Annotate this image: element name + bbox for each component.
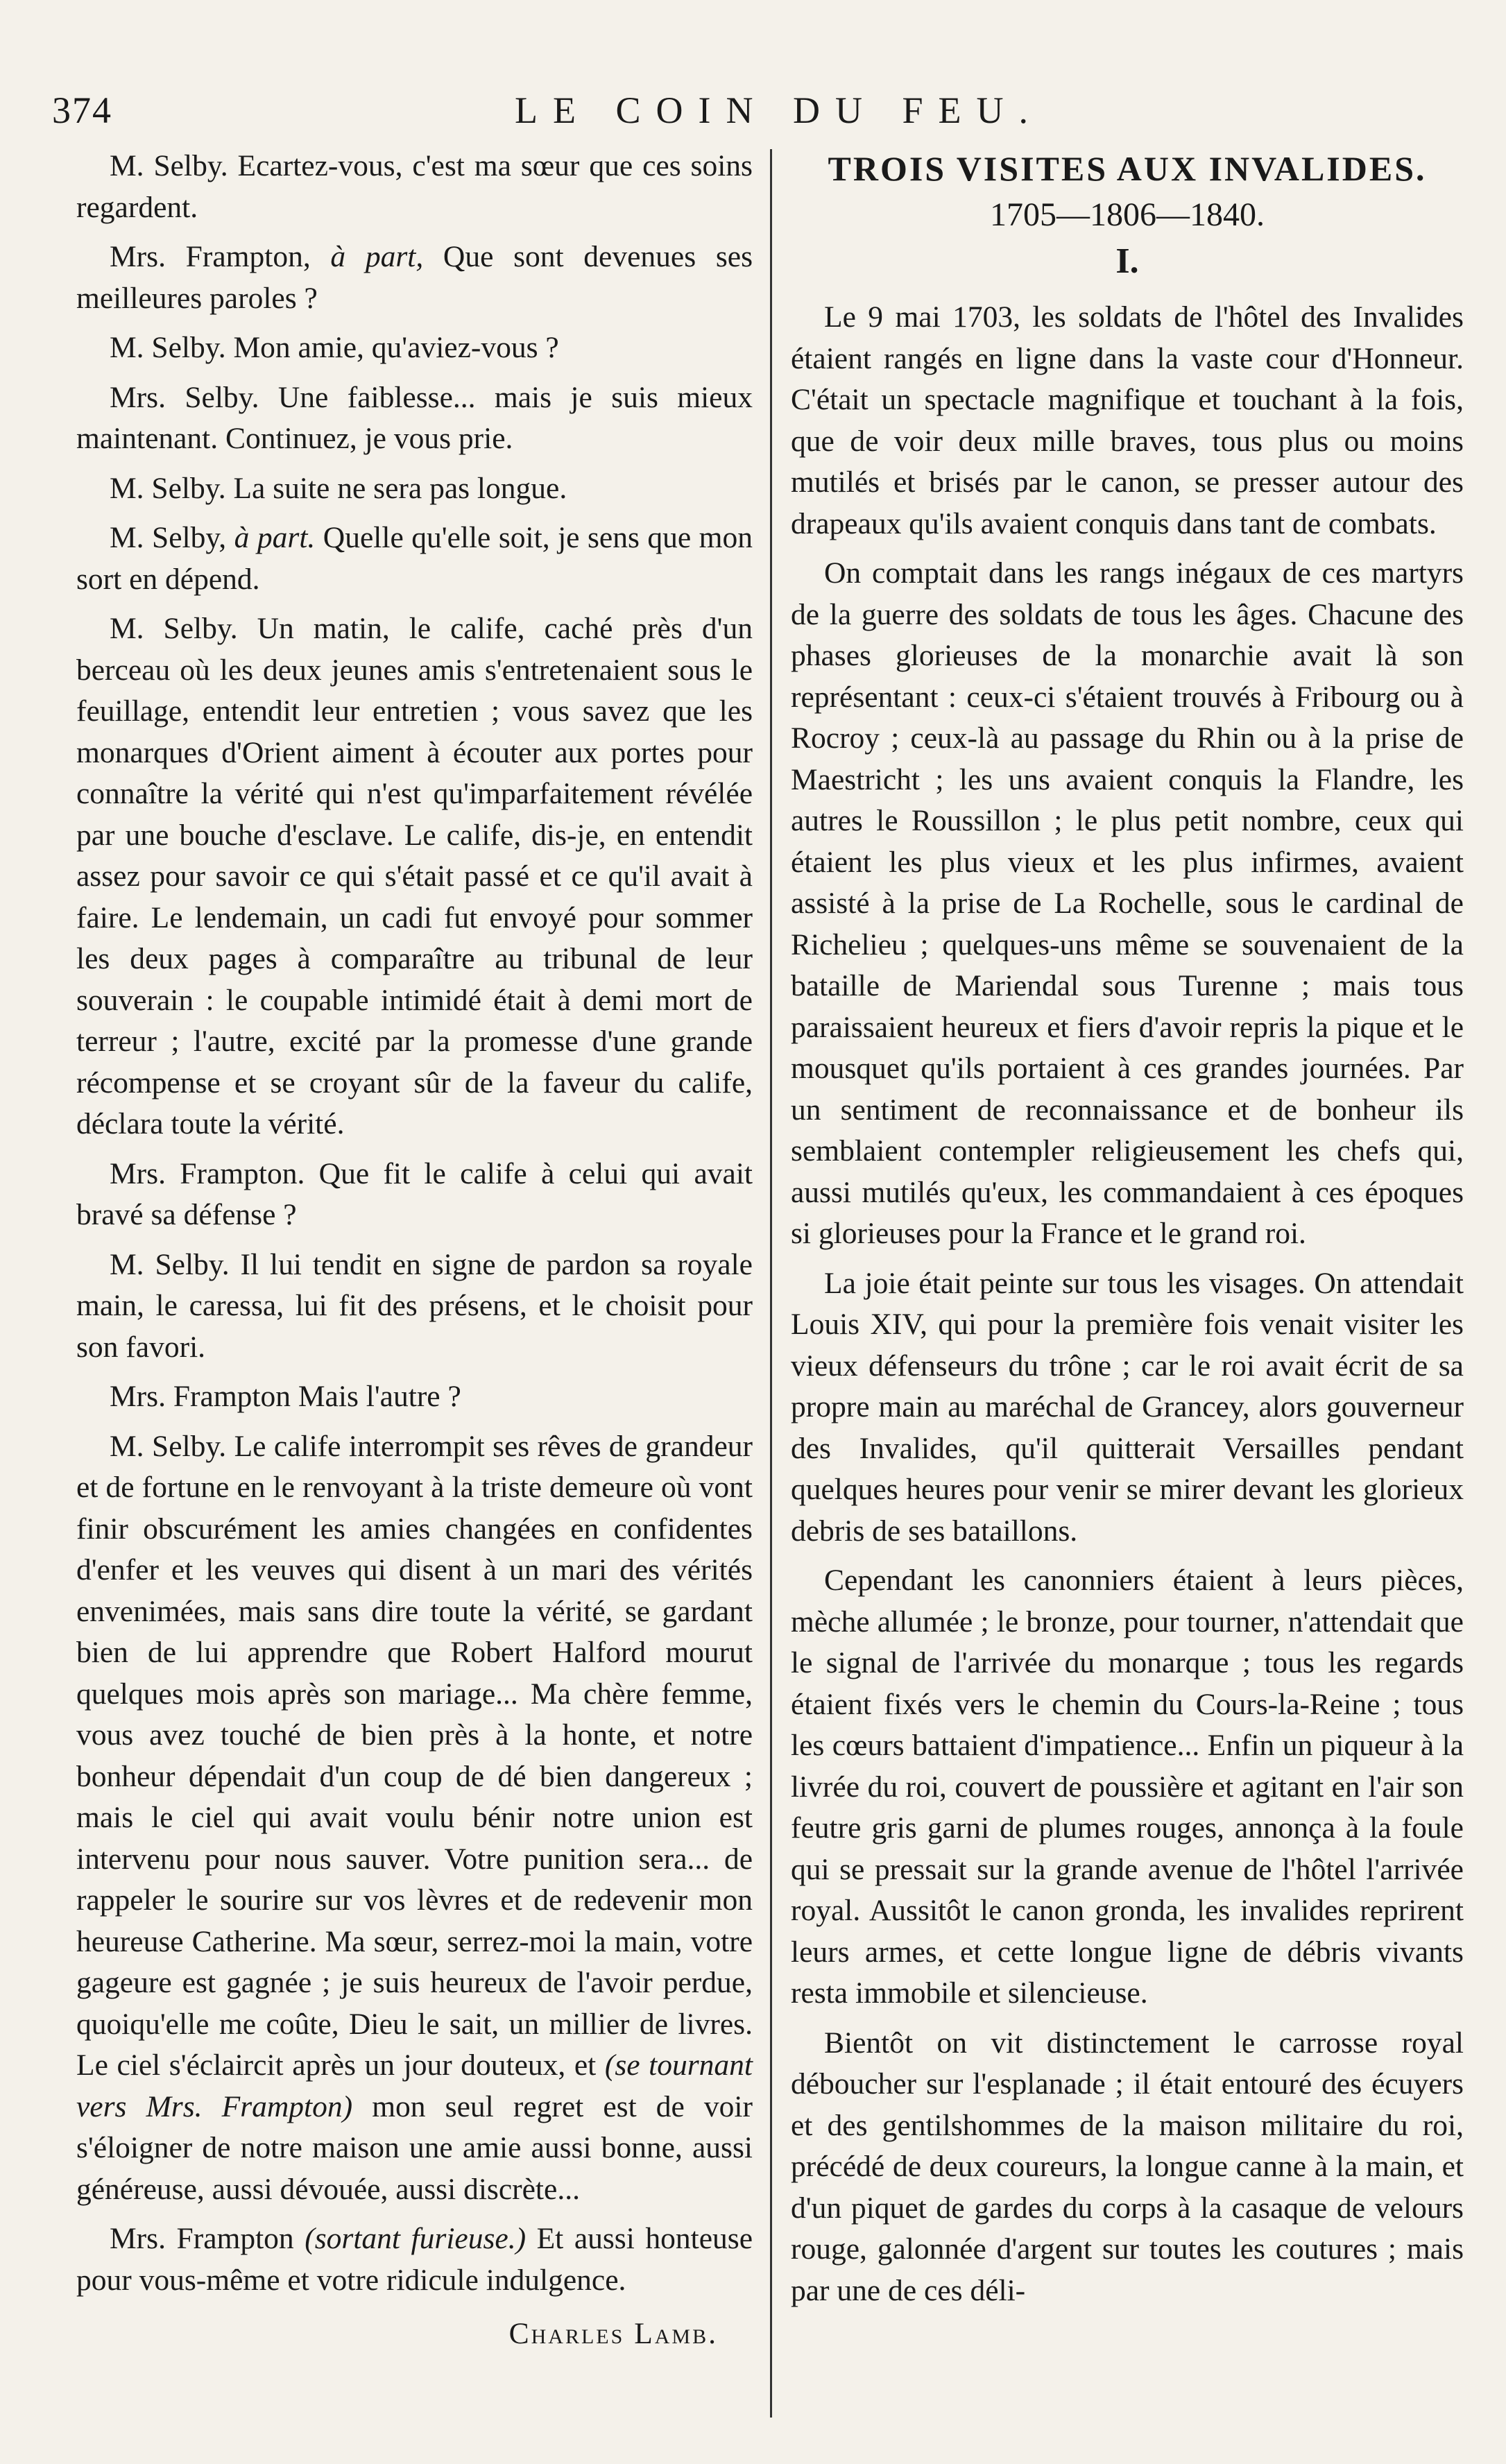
speaker-name: M. Selby. <box>110 1429 227 1463</box>
dialogue-text: Un matin, le calife, caché près d'un berceau où les deux jeunes amis s'entretenaient sous le feuillage, entendit leur entretien ; vous savez que les monarques d'Orient aiment à écouter aux portes pour connaître la vérité qui n'est qu'imparfaitement révélée par une bouche d'esclave. Le calife, dis-je, en entendit assez pour savoir ce qui s'était passé et ce qu'il avait à faire. Le lendemain, un cadi fut envoyé pour sommer les deux pages à comparaître au tribunal de leur souverain : le coupable intimidé était à demi mort de terreur ; l'autre, excité par la promesse d'une grande récompense et se croyant sûr de la faveur du calife, déclara toute la vérité. <box>76 612 753 1140</box>
dialogue-paragraph <box>76 146 753 228</box>
article-title: TROIS VISITES AUX INVALIDES. <box>828 149 1427 188</box>
speaker-name: M. Selby. <box>110 331 226 364</box>
speaker-name: M. Selby, <box>110 521 227 554</box>
dialogue-text: La suite ne sera pas longue. <box>225 471 567 505</box>
dialogue-text: Une faiblesse... mais je suis mieux maintenant. Continuez, je vous prie. <box>76 380 753 455</box>
dialogue-paragraph <box>76 2218 753 2301</box>
dialogue-text: Que fit le calife à celui qui avait bravé sa défense ? <box>76 1156 753 1231</box>
stage-direction: (se tournant vers Mrs. Frampton) <box>76 2048 753 2123</box>
dialogue-paragraph <box>76 1244 753 1369</box>
article-paragraph: Le 9 mai 1703, les soldats de l'hôtel des Invalides étaient rangés en ligne dans la vaste cour d'Honneur. C'était un spectacle magnifique et touchant à la fois, que de voir deux mille braves, tous plus ou moins mutilés et brisés par le canon, se presser autour des drapeaux qu'ils avaient conquis dans tant de combats. <box>791 300 1464 540</box>
dialogue-paragraph <box>76 1426 753 2211</box>
article-dates: 1705—1806—1840. <box>990 196 1265 233</box>
stage-direction: à part. <box>226 521 316 554</box>
speaker-name: M. Selby. <box>110 471 226 505</box>
dialogue-paragraph <box>76 468 753 510</box>
dialogue-paragraph <box>76 1376 753 1418</box>
right-column <box>791 146 1464 2320</box>
speaker-name: Mrs. Selby. <box>110 380 259 414</box>
dialogue-text: Et aussi honteuse pour vous-même et votre ridicule indulgence. <box>76 2222 753 2297</box>
stage-direction: à part, <box>310 240 424 273</box>
section-number: I. <box>1115 241 1139 281</box>
dialogue-paragraph <box>76 517 753 600</box>
running-head <box>52 82 1464 144</box>
dialogue-paragraph <box>76 237 753 319</box>
speaker-name: Mrs. Frampton <box>110 2222 294 2255</box>
dialogue-text: Mais l'autre ? <box>291 1380 461 1413</box>
dialogue-text: Mon amie, qu'aviez-vous ? <box>225 331 559 364</box>
article-paragraph: La joie était peinte sur tous les visages. On attendait Louis XIV, qui pour la première fois venait visiter les vieux défenseurs du trône ; car le roi avait écrit de sa propre main au maréchal de Grancey, alors gouverneur des Invalides, qu'il quitterait Versailles pendant quelques heures pour venir se mirer devant les glorieux debris de ses bataillons. <box>791 1266 1464 1548</box>
speaker-name: M. Selby. <box>110 1247 230 1281</box>
dialogue-text: Le calife interrompit ses rêves de grandeur et de fortune en le renvoyant à la triste demeure où vont finir obscurément les amies changées en confidentes d'enfer et les veuves qui disent à un mari des vérités envenimées, mais sans dire toute la vérité, se gardant bien de lui apprendre que Robert Halford mourut quelques mois après son mariage... Ma chère femme, vous avez touché de bien près à la honte, et notre bonheur dépendait d'un coup de dé bien dangereux ; mais le ciel qui avait voulu bénir notre union est intervenu pour nous sauver. Votre punition sera... de rappeler le sourire sur vos lèvres et de redevenir mon heureuse Catherine. Ma sœur, serrez-moi la main, votre gageure est gagnée ; je suis heureux de l'avoir perdue, quoiqu'elle me coûte, Dieu le sait, un millier de livres. Le ciel s'éclaircit après un jour douteux, et <box>76 1429 753 2082</box>
stage-direction: (sortant furieuse.) <box>293 2222 527 2255</box>
page-number: 374 <box>52 89 112 131</box>
column-divider <box>770 149 772 2418</box>
dialogue-paragraph <box>76 608 753 1145</box>
author-signature: Charles Lamb. <box>508 2317 718 2350</box>
left-column <box>76 146 753 2355</box>
speaker-name: Mrs. Frampton <box>110 1380 291 1413</box>
dialogue-paragraph <box>76 327 753 369</box>
journal-title: LE COIN DU FEU. <box>515 89 1043 131</box>
article-paragraph: On comptait dans les rangs inégaux de ces martyrs de la guerre des soldats de tous les âges. Chacune des phases glorieuses de la monarchie avait là son représentant : ceux-ci s'étaient trouvés à Fribourg ou à Rocroy ; ceux-là au passage du Rhin ou à la prise de Maestricht ; les uns avaient conquis la Flandre, les autres le Roussillon ; le plus petit nombre, ceux qui étaient les plus vieux et les plus infirmes, avaient assisté à la prise de La Rochelle, sous le cardinal de Richelieu ; quelques-uns même se souvenaient de la bataille de Mariendal sous Turenne ; mais tous paraissaient heureux et fiers d'avoir repris la pique et le mousquet qu'ils portaient à ces grandes journées. Par un sentiment de reconnaissance et de bonheur ils semblaient contempler religieusement les chefs qui, aussi mutilés qu'eux, les commandaient à ces époques si glorieuses pour la France et le grand roi. <box>791 556 1464 1250</box>
dialogue-paragraph <box>76 377 753 460</box>
speaker-name: M. Selby. <box>110 149 228 182</box>
dialogue-text: Ecartez-vous, c'est ma sœur que ces soins regardent. <box>76 149 753 224</box>
dialogue-text: Il lui tendit en signe de pardon sa royale main, le caressa, lui fit des présens, et le choisit pour son favori. <box>76 1247 753 1364</box>
article-paragraph: Cependant les canonniers étaient à leurs pièces, mèche allumée ; le bronze, pour tourner, n'attendait que le signal de l'arrivée du monarque ; tous les regards étaient fixés vers le chemin du Cours-la-Reine ; tous les cœurs battaient d'impatience... Enfin un piqueur à la livrée du roi, couvert de poussière et agitant en l'air son feutre gris garni de plumes rouges, annonça à la foule qui se pressait sur la grande avenue de l'hôtel l'arrivée royal. Aussitôt le canon gronda, les invalides reprirent leurs armes, et cette longue ligne de débris vivants resta immobile et silencieuse. <box>791 1564 1464 2010</box>
speaker-name: Mrs. Frampton, <box>110 240 311 273</box>
dialogue-text: Que sont devenues ses meilleures paroles ? <box>76 240 753 315</box>
article-paragraph: Bientôt on vit distinctement le carrosse royal déboucher sur l'esplanade ; il était entouré des écuyers et des gentilshommes de la maison militaire du roi, précédé de deux coureurs, la longue canne à la main, et d'un piquet de gardes du corps à la casaque de velours rouge, galonnée d'argent sur toutes les coutures ; mais par une de ces déli- <box>791 2026 1464 2307</box>
speaker-name: Mrs. Frampton. <box>110 1156 305 1190</box>
dialogue-text: Quelle qu'elle soit, je sens que mon sort en dépend. <box>76 521 753 596</box>
speaker-name: M. Selby. <box>110 612 238 645</box>
dialogue-text: mon seul regret est de voir s'éloigner de notre maison une amie aussi bonne, aussi généreuse, aussi dévouée, aussi discrète... <box>76 2089 753 2206</box>
dialogue-paragraph <box>76 1154 753 1236</box>
